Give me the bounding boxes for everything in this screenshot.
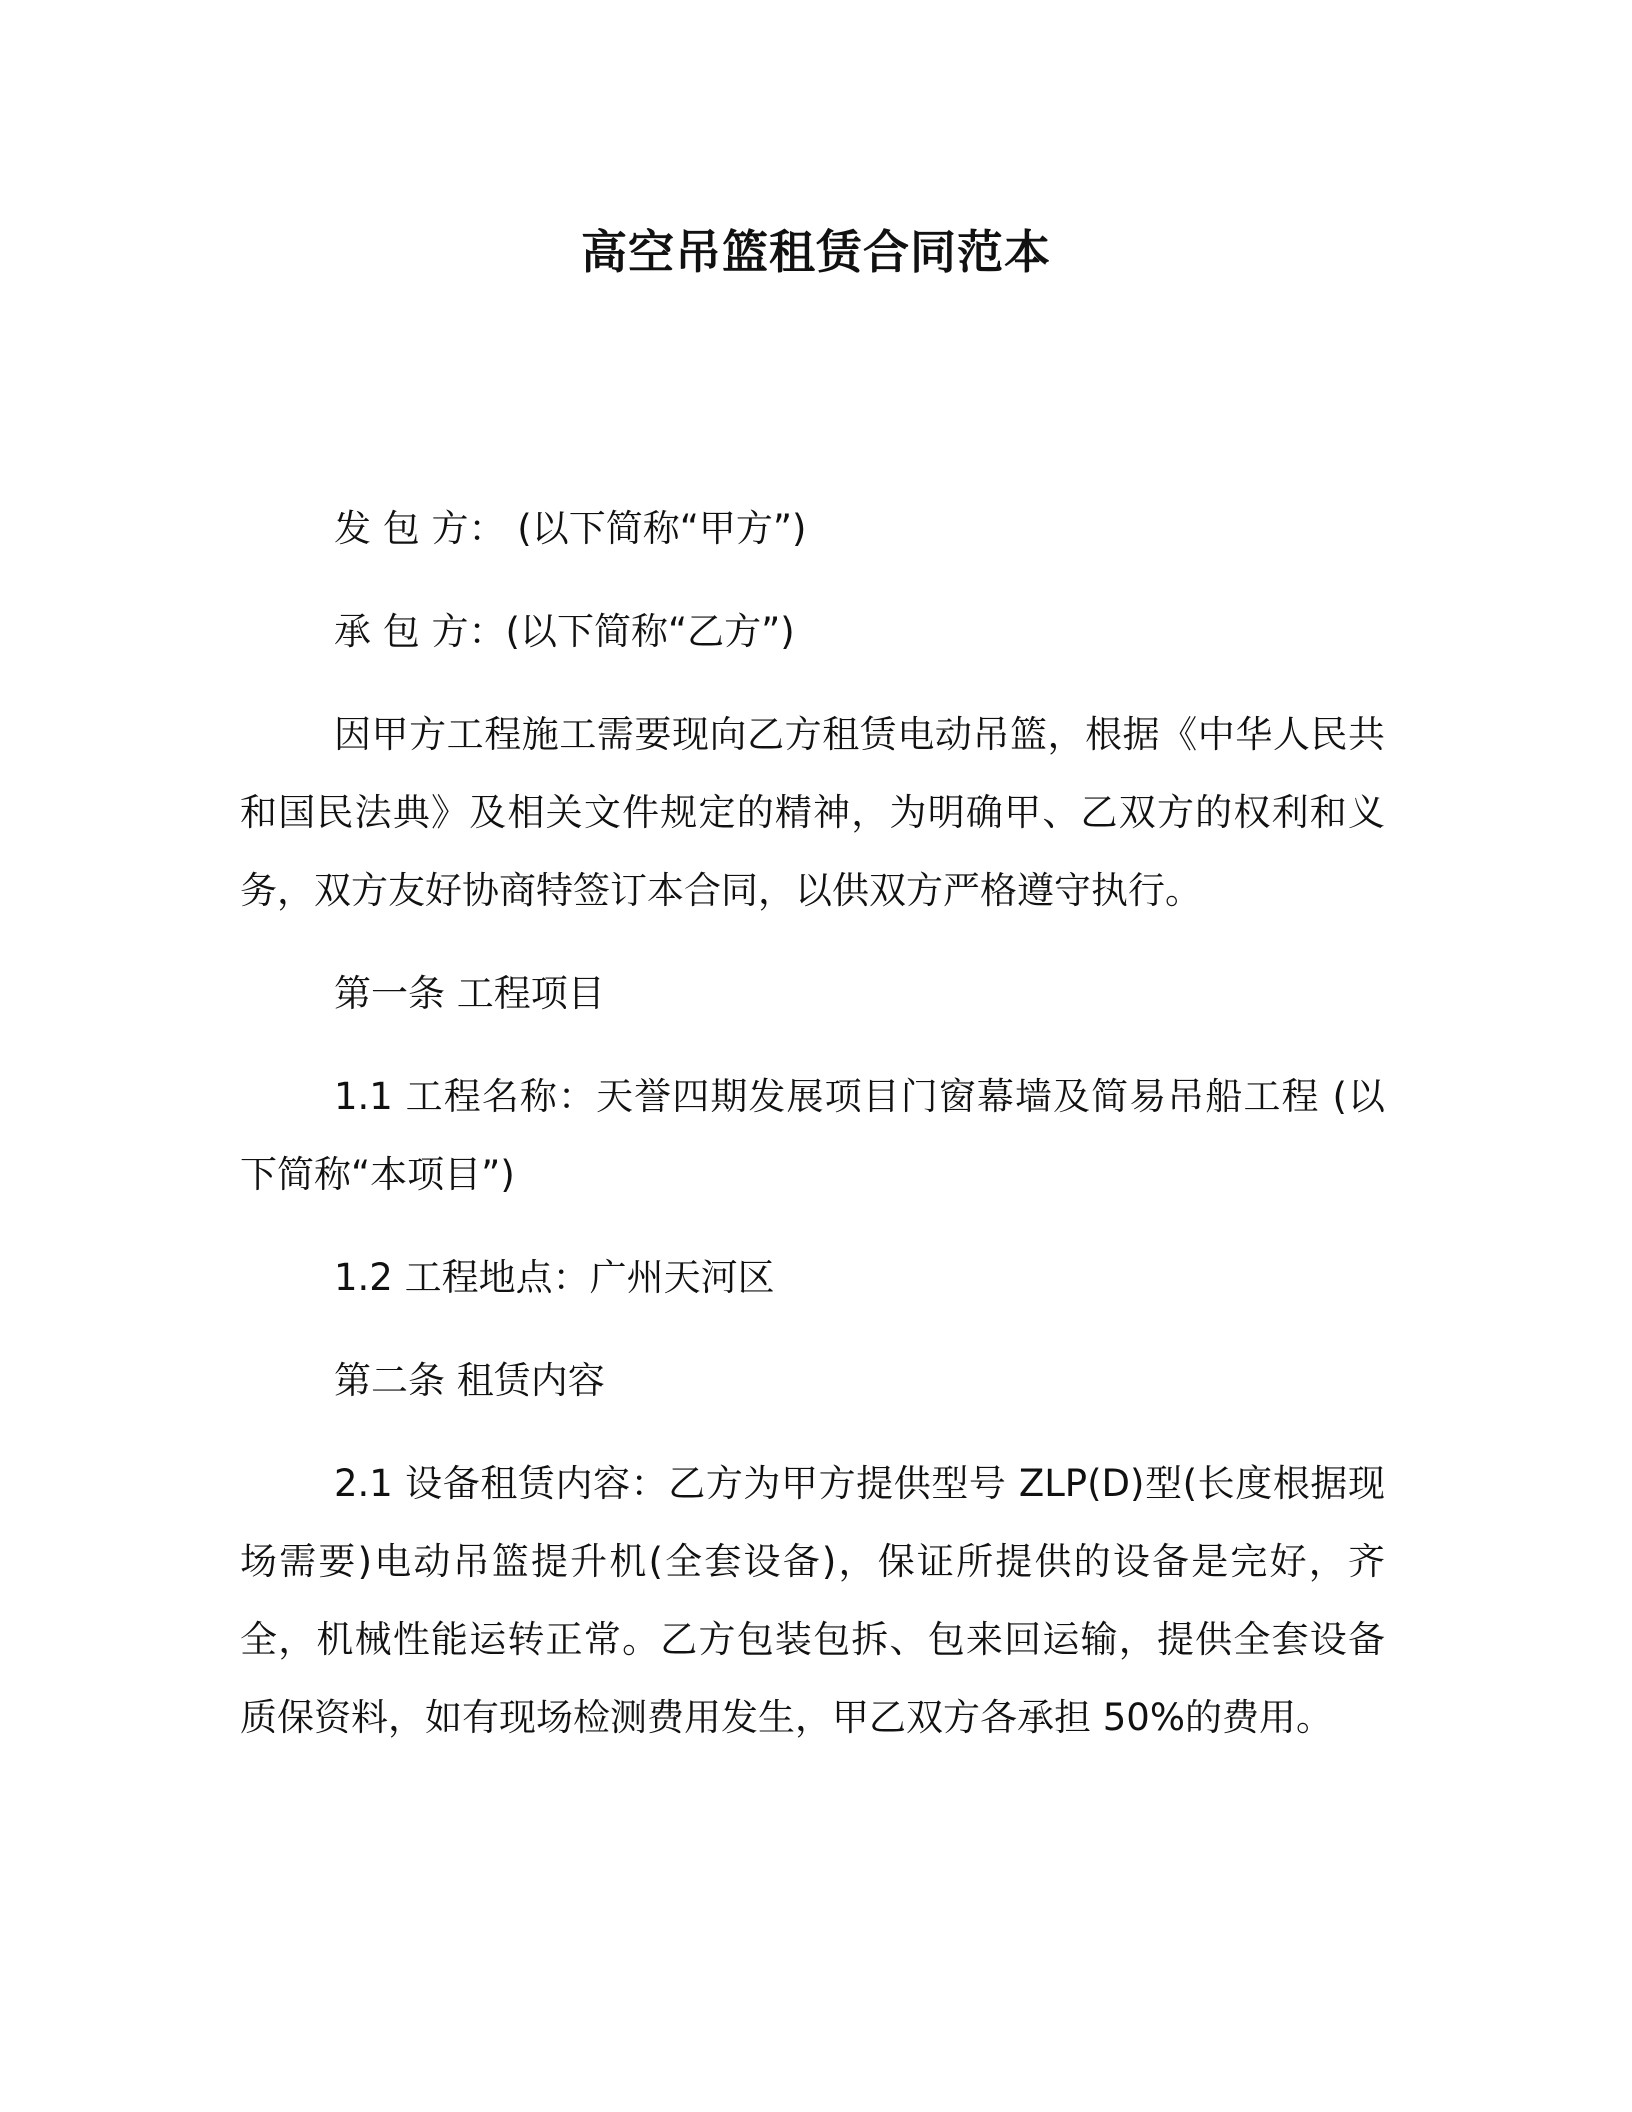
party-b-line: 承 包 方：(以下简称“乙方”) bbox=[334, 610, 795, 653]
document-body bbox=[240, 490, 1385, 1782]
party-a-line: 发 包 方： (以下简称“甲方”) bbox=[334, 507, 807, 550]
clause-1-2: 1.2 工程地点：广州天河区 bbox=[334, 1256, 775, 1299]
clause-1-1: 1.1 工程名称：天誉四期发展项目门窗幕墙及简易吊船工程 (以下简称“本项目”) bbox=[240, 1075, 1385, 1196]
article-1-heading: 第一条 工程项目 bbox=[334, 972, 605, 1015]
preamble-paragraph: 因甲方工程施工需要现向乙方租赁电动吊篮，根据《中华人民共和国民法典》及相关文件规定的精神，为明确甲、乙双方的权利和义务，双方友好协商特签订本合同，以供双方严格遵守执行。 bbox=[240, 713, 1385, 912]
clause-2-1: 2.1 设备租赁内容：乙方为甲方提供型号 ZLP(D)型(长度根据现场需要)电动吊篮提升机(全套设备)，保证所提供的设备是完好，齐全，机械性能运转正常。乙方包装包拆、包来回运输，提供全套设备质保资料，如有现场检测费用发生，甲乙双方各承担 50%的费用。 bbox=[240, 1462, 1385, 1739]
article-2-heading: 第二条 租赁内容 bbox=[334, 1359, 605, 1402]
document-title: 高空吊篮租赁合同范本 bbox=[581, 225, 1051, 279]
